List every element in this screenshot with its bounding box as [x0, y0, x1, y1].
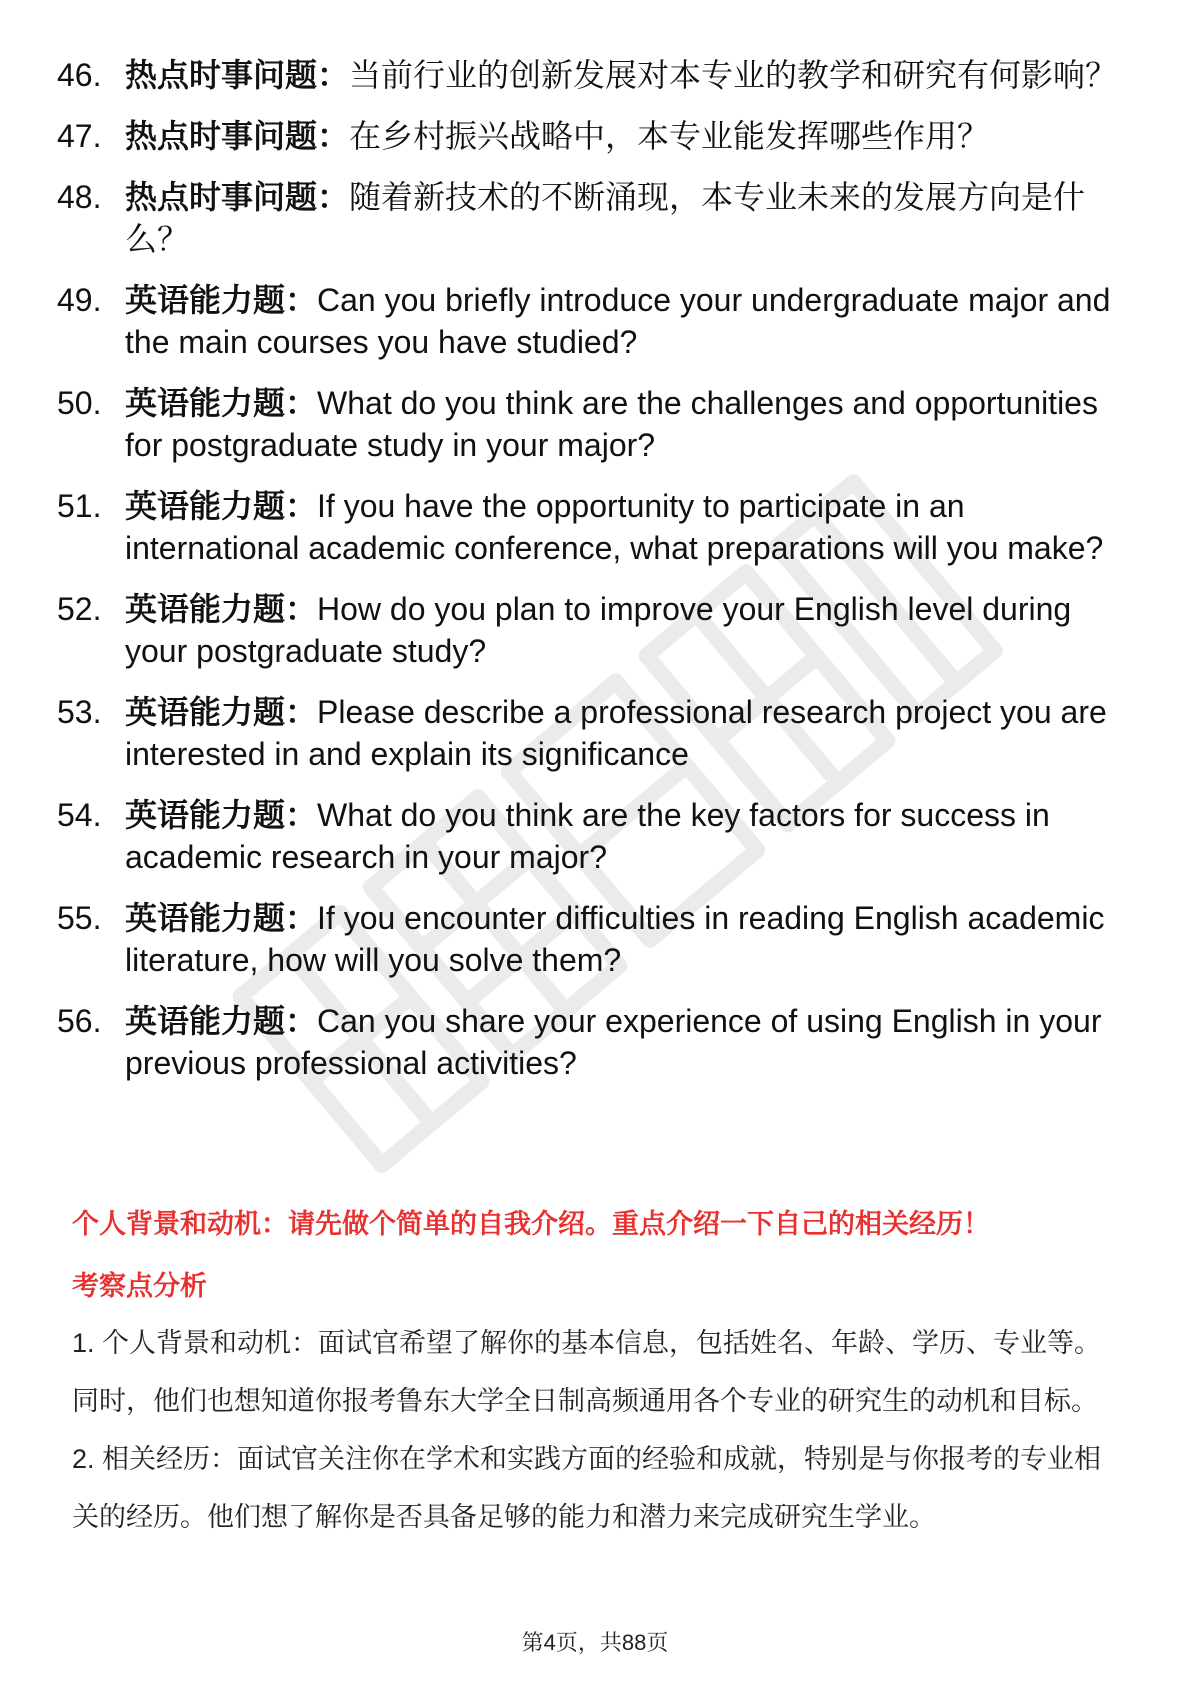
question-item-52: [57, 588, 1137, 672]
question-number: 55.: [57, 900, 102, 936]
question-text: Can you briefly introduce your undergraduate major and the main courses you have studied?: [125, 282, 1111, 360]
question-text: Can you share your experience of using English in your previous professional activities?: [125, 1003, 1102, 1081]
question-number: 50.: [57, 385, 102, 421]
question-category: 英语能力题：: [125, 797, 318, 833]
question-category: 英语能力题：: [125, 694, 318, 730]
question-category: 热点时事问题：: [125, 118, 350, 154]
question-list: [57, 54, 1137, 1103]
question-number: 52.: [57, 591, 102, 627]
question-category: 英语能力题：: [125, 900, 318, 936]
question-item-54: [57, 794, 1137, 878]
question-item-47: [57, 115, 1137, 157]
analysis-paragraph-1: 1. 个人背景和动机：面试官希望了解你的基本信息，包括姓名、年龄、学历、专业等。同时，他们也想知道你报考鲁东大学全日制高频通用各个专业的研究生的动机和目标。: [72, 1328, 1102, 1416]
question-item-48: [57, 176, 1137, 260]
question-number: 53.: [57, 694, 102, 730]
question-category: 英语能力题：: [125, 282, 318, 318]
analysis-paragraph-2: 2. 相关经历：面试官关注你在学术和实践方面的经验和成就，特别是与你报考的专业相关的经历。他们想了解你是否具备足够的能力和潜力来完成研究生学业。: [72, 1444, 1102, 1532]
question-item-56: [57, 1000, 1137, 1084]
question-category: 英语能力题：: [125, 591, 318, 627]
question-category: 英语能力题：: [125, 488, 318, 524]
question-text: If you have the opportunity to participate in an international academic conference, what preparations will you make?: [125, 488, 1104, 566]
question-number: 51.: [57, 488, 102, 524]
section-subtitle: 考察点分析: [72, 1271, 207, 1301]
question-number: 54.: [57, 797, 102, 833]
question-item-51: [57, 485, 1137, 569]
question-text: What do you think are the challenges and opportunities for postgraduate study in your major?: [125, 385, 1098, 463]
question-category: 英语能力题：: [125, 1003, 318, 1039]
question-text: 随着新技术的不断涌现，本专业未来的发展方向是什么？: [125, 179, 1086, 257]
question-item-50: [57, 382, 1137, 466]
question-number: 49.: [57, 282, 102, 318]
question-number: 56.: [57, 1003, 102, 1039]
question-category: 热点时事问题：: [125, 179, 350, 215]
question-number: 48.: [57, 179, 102, 215]
question-category: 热点时事问题：: [125, 57, 350, 93]
question-item-55: [57, 897, 1137, 981]
question-category: 英语能力题：: [125, 385, 318, 421]
question-number: 46.: [57, 57, 102, 93]
question-item-46: [57, 54, 1137, 96]
question-text: 在乡村振兴战略中，本专业能发挥哪些作用？: [349, 118, 990, 154]
question-text: 当前行业的创新发展对本专业的教学和研究有何影响？: [349, 57, 1118, 93]
question-item-53: [57, 691, 1137, 775]
question-item-49: [57, 279, 1137, 363]
question-text: What do you think are the key factors for success in academic research in your major?: [125, 797, 1050, 875]
question-text: Please describe a professional research project you are interested in and explain its significance: [125, 694, 1107, 772]
section-title: 个人背景和动机：请先做个简单的自我介绍。重点介绍一下自己的相关经历！: [72, 1209, 990, 1239]
question-number: 47.: [57, 118, 102, 154]
page-number: 第4页，共88页: [521, 1630, 669, 1655]
question-text: If you encounter difficulties in reading English academic literature, how will you solve them?: [125, 900, 1105, 978]
analysis-body: [72, 1314, 1122, 1546]
question-text: How do you plan to improve your English level during your postgraduate study?: [125, 591, 1072, 669]
